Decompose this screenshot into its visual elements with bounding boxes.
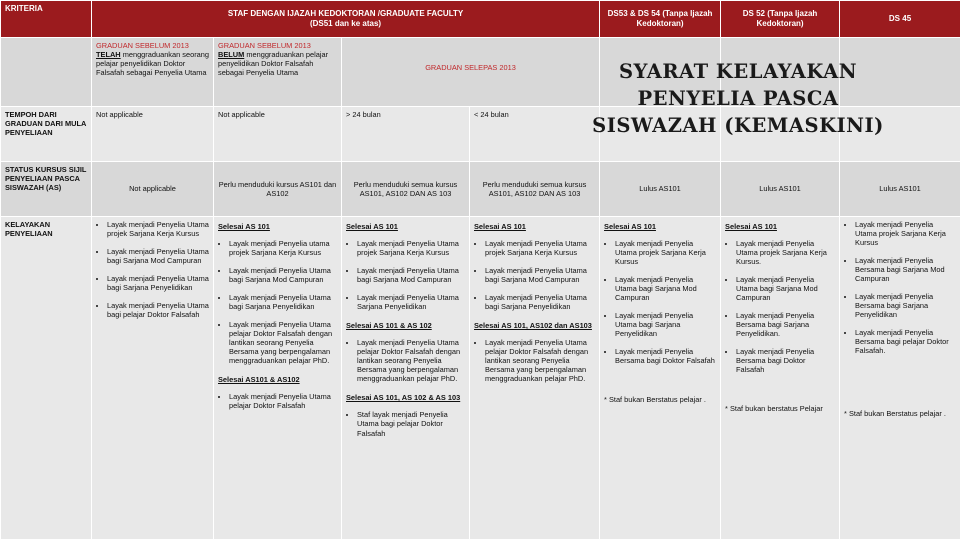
tempoh-c3: > 24 bulan [342, 107, 470, 162]
status-rowhead: STATUS KURSUS SIJIL PENYELIAAN PASCA SISWAZAH (AS) [1, 162, 92, 217]
list-item: • Layak menjadi Penyelia Utama projek Sarjana Kerja Kursus. [736, 239, 835, 266]
list-item: • Layak menjadi Penyelia Utama projek Sarjana Kerja Kursus [357, 239, 465, 257]
kelayakan-c5 [600, 217, 721, 540]
subheading: Selesai AS 101 [346, 222, 398, 231]
header-ds53: DS53 & DS 54 (Tanpa Ijazah Kedoktoran) [600, 1, 721, 38]
status-c1: Not applicable [92, 162, 214, 217]
kelayakan-c2 [214, 217, 342, 540]
note-text: * Staf bukan Berstatus pelajar . [604, 395, 706, 405]
list-item: • Layak menjadi Penyelia Bersama bagi pelajar Doktor Falsafah. [855, 328, 956, 355]
list-item: • Layak menjadi Penyelia Utama pelajar Doktor Falsafah dengan lantikan seorang Penyelia Bersama yang berpengalaman menggraduankan pelajar PhD. [485, 338, 595, 383]
list-item: • Layak menjadi Penyelia Utama bagi Sarjana Mod Campuran [485, 266, 595, 284]
list-item: • Layak menjadi Penyelia Utama projek Sarjana Kerja Kursus [615, 239, 716, 266]
cohort-rowhead [1, 38, 92, 107]
status-c5: Lulus AS101 [600, 162, 721, 217]
tempoh-c7 [840, 107, 960, 162]
overlay-title-line2: PENYELIA PASCA [637, 87, 839, 110]
status-c2: Perlu menduduki kursus AS101 dan AS102 [214, 162, 342, 217]
header-staf-ijazah-title: STAF DENGAN IJAZAH KEDOKTORAN /GRADUATE FACULTY [227, 9, 464, 19]
kelayakan-row [1, 217, 960, 540]
tempoh-rowhead: TEMPOH DARI GRADUAN DARI MULA PENYELIAAN [1, 107, 92, 162]
kelayakan-c7 [840, 217, 960, 540]
subheading: Selesai AS 101 [474, 222, 526, 231]
list-item: • Layak menjadi Penyelia Bersama bagi Doktor Falsafah [615, 347, 716, 365]
note-text: * Staf bukan berstatus Pelajar [725, 404, 823, 414]
list-item: • Layak menjadi Penyelia Utama bagi Sarjana Penyelidikan [615, 311, 716, 338]
list-item: • Layak menjadi Penyelia Utama projek Sarjana Kerja Kursus [107, 220, 209, 238]
cohort-col1-text: menggraduankan seorang pelajar penyelidikan Doktor Falsafah sebagai Penyelia Utama [96, 50, 209, 78]
subheading: Selesai AS101 & AS102 [218, 375, 300, 385]
subheading: Selesai AS 101, AS 102 & AS 103 [346, 393, 461, 403]
status-c7: Lulus AS101 [840, 162, 960, 217]
list-item: • Layak menjadi Penyelia Utama bagi Sarjana Penyelidikan [107, 274, 209, 292]
kelayakan-c4 [470, 217, 600, 540]
tempoh-c5 [600, 107, 721, 162]
kelayakan-c3 [342, 217, 470, 540]
list-item: • Staf layak menjadi Penyelia Utama bagi pelajar Doktor Falsafah [357, 410, 465, 437]
cohort-col2-text: menggraduankan pelajar penyelidikan Doktor Falsafah sebagai Penyelia Utama [218, 50, 329, 78]
status-c6: Lulus AS101 [721, 162, 840, 217]
list-item: • Layak menjadi Penyelia Utama bagi Sarjana Mod Campuran [615, 275, 716, 302]
list-item: • Layak menjadi Penyelia Utama Sarjana Penyelidikan [357, 293, 465, 311]
list-item: • Layak menjadi Penyelia Bersama bagi Sarjana Penyelidikan [855, 292, 956, 319]
subheading: Selesai AS 101 & AS 102 [346, 321, 432, 331]
tempoh-c4: < 24 bulan [470, 107, 600, 162]
tempoh-c2: Not applicable [214, 107, 342, 162]
kelayakan-c6 [721, 217, 840, 540]
list-item: • Layak menjadi Penyelia Utama pelajar Doktor Falsafah dengan lantikan seorang Penyelia Bersama yang berpengalaman menggraduankan pelajar PhD. [357, 338, 465, 383]
header-ds45: DS 45 [840, 1, 960, 38]
header-row [1, 1, 960, 38]
list-item: • Layak menjadi Penyelia Utama projek Sarjana Kerja Kursus [855, 220, 956, 247]
list-item: • Layak menjadi Penyelia Bersama bagi Doktor Falsafah [736, 347, 835, 374]
list-item: • Layak menjadi Penyelia Utama bagi pelajar Doktor Falsafah [107, 301, 209, 319]
cohort-col2-title: GRADUAN SEBELUM 2013 [218, 41, 311, 50]
cohort-row [1, 38, 960, 107]
list-item: • Layak menjadi Penyelia Utama bagi Sarjana Mod Campuran [107, 247, 209, 265]
list-item: • Layak menjadi Penyelia Utama pelajar Doktor Falsafah [229, 392, 337, 410]
cohort-after-title: GRADUAN SELEPAS 2013 [425, 63, 516, 72]
cohort-after [342, 38, 600, 107]
status-c4: Perlu menduduki semua kursus AS101, AS102 DAN AS 103 [470, 162, 600, 217]
list-item: • Layak menjadi Penyelia Utama bagi Sarjana Penyelidikan [229, 293, 337, 311]
subheading: Selesai AS 101 [604, 222, 656, 231]
header-kriteria: KRITERIA [1, 1, 92, 38]
status-row [1, 162, 960, 217]
status-c3: Perlu menduduki semua kursus AS101, AS102 DAN AS 103 [342, 162, 470, 217]
cohort-col1-bold: TELAH [96, 50, 121, 60]
list-item: • Layak menjadi Penyelia Utama pelajar Doktor Falsafah dengan lantikan seorang Penyelia Bersama yang berpengalaman menggraduankan pelajar PhD. [229, 320, 337, 365]
cohort-ds45 [840, 38, 960, 107]
list-item: • Layak menjadi Penyelia Bersama bagi Sarjana Mod Campuran [855, 256, 956, 283]
note-text: * Staf bukan Berstatus pelajar . [844, 409, 946, 419]
list-item: • Layak menjadi Penyelia Utama bagi Sarjana Penyelidikan [485, 293, 595, 311]
subheading: Selesai AS 101, AS102 dan AS103 [474, 321, 592, 331]
list-item: • Layak menjadi Penyelia Bersama bagi Sarjana Penyelidikan. [736, 311, 835, 338]
overlay-title-line3: SISWAZAH (KEMASKINI) [592, 114, 884, 137]
header-staf-ijazah [92, 1, 600, 38]
cohort-col1-title: GRADUAN SEBELUM 2013 [96, 41, 189, 50]
cohort-col2 [214, 38, 342, 107]
cohort-col2-bold: BELUM [218, 50, 245, 60]
kelayakan-c1 [92, 217, 214, 540]
cohort-ds52 [721, 38, 840, 107]
list-item: • Layak menjadi Penyelia utama projek Sarjana Kerja Kursus [229, 239, 337, 257]
cohort-ds53 [600, 38, 721, 107]
overlay-title-line1: SYARAT KELAYAKAN [618, 60, 858, 83]
cohort-col1 [92, 38, 214, 107]
tempoh-c1: Not applicable [92, 107, 214, 162]
header-staf-ijazah-sub: (DS51 dan ke atas) [309, 19, 382, 28]
subheading: Selesai AS 101 [725, 222, 777, 231]
kelayakan-rowhead: KELAYAKAN PENYELIAAN [1, 217, 92, 540]
list-item: • Layak menjadi Penyelia Utama bagi Sarjana Mod Campuran [736, 275, 835, 302]
subheading: Selesai AS 101 [218, 222, 270, 231]
header-ds52: DS 52 (Tanpa Ijazah Kedoktoran) [721, 1, 840, 38]
list-item: • Layak menjadi Penyelia Utama projek Sarjana Kerja Kursus [485, 239, 595, 257]
tempoh-c6 [721, 107, 840, 162]
tempoh-row [1, 107, 960, 162]
list-item: • Layak menjadi Penyelia Utama bagi Sarjana Mod Campuran [357, 266, 465, 284]
list-item: • Layak menjadi Penyelia Utama bagi Sarjana Mod Campuran [229, 266, 337, 284]
